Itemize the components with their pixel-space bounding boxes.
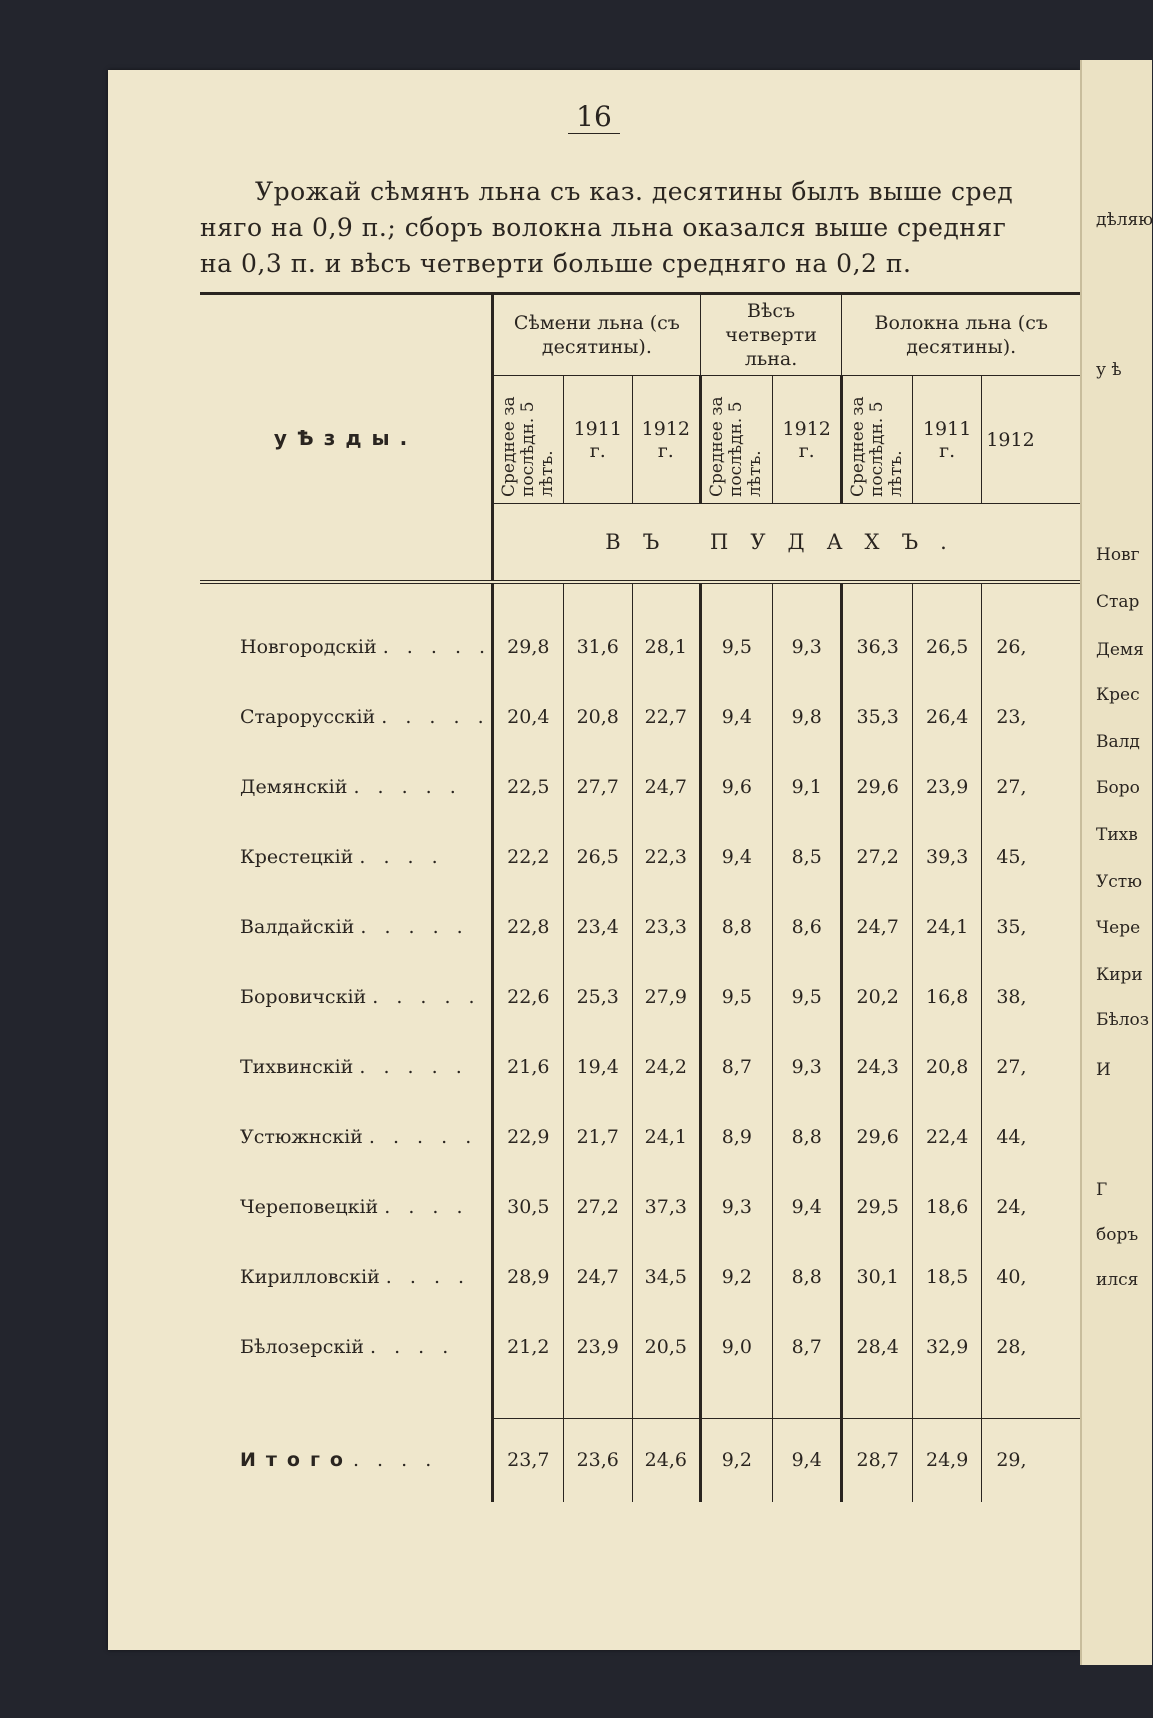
value-cell: 26,5: [912, 612, 981, 682]
subheader-avg: Среднее за послѣдн. 5 лѣтъ.: [493, 376, 564, 504]
value-cell: 25,3: [563, 962, 632, 1032]
uezd-name: [200, 822, 493, 892]
value-cell: 9,0: [700, 1312, 772, 1382]
value-cell: 20,5: [632, 1312, 700, 1382]
value-cell: 9,1: [772, 752, 842, 822]
table-row: [200, 962, 1080, 1032]
intro-paragraph: [200, 174, 1080, 282]
adjacent-page-fragment: дѣляю: [1096, 210, 1153, 230]
value-cell: 8,7: [772, 1312, 842, 1382]
uezd-name-text: Боровичскій: [240, 986, 367, 1008]
adjacent-page-fragment: Новг: [1096, 545, 1140, 565]
value-cell: 34,5: [632, 1242, 700, 1312]
total-cell: 23,6: [563, 1418, 632, 1502]
total-cell: 23,7: [493, 1418, 564, 1502]
value-cell: 26,: [982, 612, 1080, 682]
value-cell: 27,: [982, 752, 1080, 822]
uezd-name: [200, 752, 493, 822]
leader-dots: . . . . .: [382, 636, 492, 658]
value-cell: 20,8: [563, 682, 632, 752]
value-cell: 20,4: [493, 682, 564, 752]
adjacent-page-fragment: Валд: [1096, 732, 1140, 752]
leader-dots: . . . .: [384, 1196, 469, 1218]
uezd-name-text: Валдайскій: [240, 916, 355, 938]
uezd-name-text: Крестецкій: [240, 846, 354, 868]
subheader-1912: 1912 г.: [632, 376, 700, 504]
adjacent-page-fragment: Чере: [1096, 918, 1141, 938]
uezd-name: [200, 1172, 493, 1242]
value-cell: 24,2: [632, 1032, 700, 1102]
total-row: [200, 1418, 1080, 1502]
value-cell: 29,8: [493, 612, 564, 682]
value-cell: 23,: [982, 682, 1080, 752]
table-row: [200, 1172, 1080, 1242]
value-cell: 22,3: [632, 822, 700, 892]
value-cell: 8,8: [772, 1242, 842, 1312]
value-cell: 21,2: [493, 1312, 564, 1382]
value-cell: 28,9: [493, 1242, 564, 1312]
total-label: Итого. . . .: [240, 1449, 438, 1471]
leader-dots: . . . . .: [360, 916, 469, 938]
value-cell: 9,5: [772, 962, 842, 1032]
value-cell: 9,3: [772, 1032, 842, 1102]
value-cell: 24,3: [842, 1032, 913, 1102]
adjacent-page-fragment: Крес: [1096, 685, 1140, 705]
value-cell: 45,: [982, 822, 1080, 892]
value-cell: 22,7: [632, 682, 700, 752]
value-cell: 24,1: [632, 1102, 700, 1172]
value-cell: 9,4: [772, 1172, 842, 1242]
value-cell: 23,9: [912, 752, 981, 822]
value-cell: 27,9: [632, 962, 700, 1032]
total-cell: 24,9: [912, 1418, 981, 1502]
value-cell: 27,: [982, 1032, 1080, 1102]
uezd-name-text: Демянскій: [240, 776, 348, 798]
adjacent-page-fragment: Г: [1096, 1180, 1108, 1200]
total-cell: 29,: [982, 1418, 1080, 1502]
adjacent-page-fragment: Боро: [1096, 778, 1140, 798]
value-cell: 29,6: [842, 1102, 913, 1172]
subheader-1912: 1912 г.: [772, 376, 842, 504]
adjacent-page-fragment: Демя: [1096, 640, 1144, 660]
subheader-1911: 1911 г.: [563, 376, 632, 504]
group-header-seeds: Сѣмени льна (съ десятины).: [493, 294, 701, 376]
adjacent-page-fragment: Тихв: [1096, 825, 1138, 845]
value-cell: 21,7: [563, 1102, 632, 1172]
value-cell: 8,7: [700, 1032, 772, 1102]
subheader-avg: Среднее за послѣдн. 5 лѣтъ.: [700, 376, 772, 504]
table-row: [200, 1312, 1080, 1382]
value-cell: 31,6: [563, 612, 632, 682]
value-cell: 39,3: [912, 822, 981, 892]
paragraph-line-3: на 0,3 п. и вѣсъ четверти больше средняго на 0,2 п.: [200, 249, 912, 278]
value-cell: 44,: [982, 1102, 1080, 1172]
value-cell: 8,6: [772, 892, 842, 962]
harvest-table: [200, 292, 1080, 1502]
leader-dots: . . . . .: [381, 706, 490, 728]
total-cell: 28,7: [842, 1418, 913, 1502]
uezd-header: уѢзды.: [200, 294, 493, 583]
leader-dots: . . . . .: [368, 1126, 478, 1148]
value-cell: 29,6: [842, 752, 913, 822]
value-cell: 26,4: [912, 682, 981, 752]
leader-dots: . . . .: [370, 1336, 455, 1358]
total-cell: 9,4: [772, 1418, 842, 1502]
uezd-name-text: Старорусскій: [240, 706, 376, 728]
leader-dots: . . . . .: [353, 776, 462, 798]
value-cell: 38,: [982, 962, 1080, 1032]
value-cell: 20,2: [842, 962, 913, 1032]
total-cell: 24,6: [632, 1418, 700, 1502]
value-cell: 32,9: [912, 1312, 981, 1382]
uezd-name: [200, 1242, 493, 1312]
subheader-1912: 1912: [982, 376, 1080, 504]
uezd-name: [200, 1032, 493, 1102]
table-row: [200, 612, 1080, 682]
value-cell: 24,7: [632, 752, 700, 822]
value-cell: 16,8: [912, 962, 981, 1032]
value-cell: 28,1: [632, 612, 700, 682]
value-cell: 27,2: [842, 822, 913, 892]
adjacent-page-fragment: у ѣ: [1096, 360, 1122, 380]
value-cell: 9,3: [700, 1172, 772, 1242]
value-cell: 26,5: [563, 822, 632, 892]
value-cell: 23,3: [632, 892, 700, 962]
value-cell: 40,: [982, 1242, 1080, 1312]
unit-label: ВЪ ПУДАХЪ.: [493, 504, 1080, 583]
uezd-name: [200, 1102, 493, 1172]
uezd-name: [200, 892, 493, 962]
uezd-name-text: Череповецкій: [240, 1196, 379, 1218]
uezd-name: [200, 682, 493, 752]
value-cell: 8,9: [700, 1102, 772, 1172]
value-cell: 9,3: [772, 612, 842, 682]
uezd-name-text: Тихвинскій: [240, 1056, 354, 1078]
value-cell: 35,: [982, 892, 1080, 962]
value-cell: 9,8: [772, 682, 842, 752]
value-cell: 28,4: [842, 1312, 913, 1382]
uezd-name: [200, 962, 493, 1032]
value-cell: 27,7: [563, 752, 632, 822]
value-cell: 24,7: [563, 1242, 632, 1312]
value-cell: 21,6: [493, 1032, 564, 1102]
value-cell: 22,9: [493, 1102, 564, 1172]
value-cell: 24,1: [912, 892, 981, 962]
group-header-weight: Вѣсъ четверти льна.: [700, 294, 842, 376]
value-cell: 29,5: [842, 1172, 913, 1242]
value-cell: 24,: [982, 1172, 1080, 1242]
value-cell: 20,8: [912, 1032, 981, 1102]
book-page: [108, 70, 1080, 1650]
value-cell: 23,9: [563, 1312, 632, 1382]
adjacent-page-fragment: Бѣлоз: [1096, 1010, 1150, 1030]
table-row: [200, 822, 1080, 892]
value-cell: 18,6: [912, 1172, 981, 1242]
value-cell: 22,5: [493, 752, 564, 822]
adjacent-page-fragment: боръ: [1096, 1225, 1139, 1245]
value-cell: 35,3: [842, 682, 913, 752]
table-row: [200, 1102, 1080, 1172]
adjacent-page-fragment: Устю: [1096, 872, 1143, 892]
value-cell: 22,8: [493, 892, 564, 962]
uezd-name: [200, 1312, 493, 1382]
value-cell: 30,1: [842, 1242, 913, 1312]
uezd-name-text: Новгородскій: [240, 636, 377, 658]
adjacent-page-fragment: Стар: [1096, 592, 1140, 612]
value-cell: 27,2: [563, 1172, 632, 1242]
group-header-fiber: Волокна льна (съ десятины).: [842, 294, 1080, 376]
paragraph-line-1: Урожай сѣмянъ льна съ каз. десятины былъ выше сред: [255, 177, 1014, 206]
leader-dots: . . . .: [359, 846, 444, 868]
adjacent-page-fragment: Кири: [1096, 965, 1143, 985]
value-cell: 36,3: [842, 612, 913, 682]
value-cell: 22,4: [912, 1102, 981, 1172]
paragraph-line-2: няго на 0,9 п.; сборъ волокна льна оказался выше средняг: [200, 213, 1007, 242]
uezd-name: [200, 612, 493, 682]
uezd-name-text: Бѣлозерскій: [240, 1336, 364, 1358]
value-cell: 18,5: [912, 1242, 981, 1312]
value-cell: 8,8: [772, 1102, 842, 1172]
value-cell: 9,2: [700, 1242, 772, 1312]
uezd-name-text: Устюжнскій: [240, 1126, 363, 1148]
value-cell: 8,5: [772, 822, 842, 892]
value-cell: 30,5: [493, 1172, 564, 1242]
value-cell: 9,4: [700, 682, 772, 752]
total-cell: 9,2: [700, 1418, 772, 1502]
value-cell: 23,4: [563, 892, 632, 962]
value-cell: 24,7: [842, 892, 913, 962]
value-cell: 28,: [982, 1312, 1080, 1382]
value-cell: 9,4: [700, 822, 772, 892]
subheader-avg: Среднее за послѣдн. 5 лѣтъ.: [842, 376, 913, 504]
subheader-1911: 1911 г.: [912, 376, 981, 504]
adjacent-page-fragment: И: [1096, 1060, 1111, 1080]
uezd-name-text: Кирилловскій: [240, 1266, 380, 1288]
value-cell: 19,4: [563, 1032, 632, 1102]
leader-dots: . . . . .: [372, 986, 481, 1008]
value-cell: 22,6: [493, 962, 564, 1032]
table-row: [200, 1242, 1080, 1312]
adjacent-page-fragment: ился: [1096, 1270, 1139, 1290]
table-row: [200, 1032, 1080, 1102]
table-row: [200, 892, 1080, 962]
value-cell: 9,5: [700, 962, 772, 1032]
adjacent-page-edge: [1080, 60, 1152, 1665]
value-cell: 22,2: [493, 822, 564, 892]
value-cell: 37,3: [632, 1172, 700, 1242]
leader-dots: . . . . .: [359, 1056, 468, 1078]
value-cell: 9,6: [700, 752, 772, 822]
table-row: [200, 682, 1080, 752]
page-number: 16: [108, 100, 1080, 133]
value-cell: 9,5: [700, 612, 772, 682]
table-row: [200, 752, 1080, 822]
value-cell: 8,8: [700, 892, 772, 962]
leader-dots: . . . .: [385, 1266, 471, 1288]
